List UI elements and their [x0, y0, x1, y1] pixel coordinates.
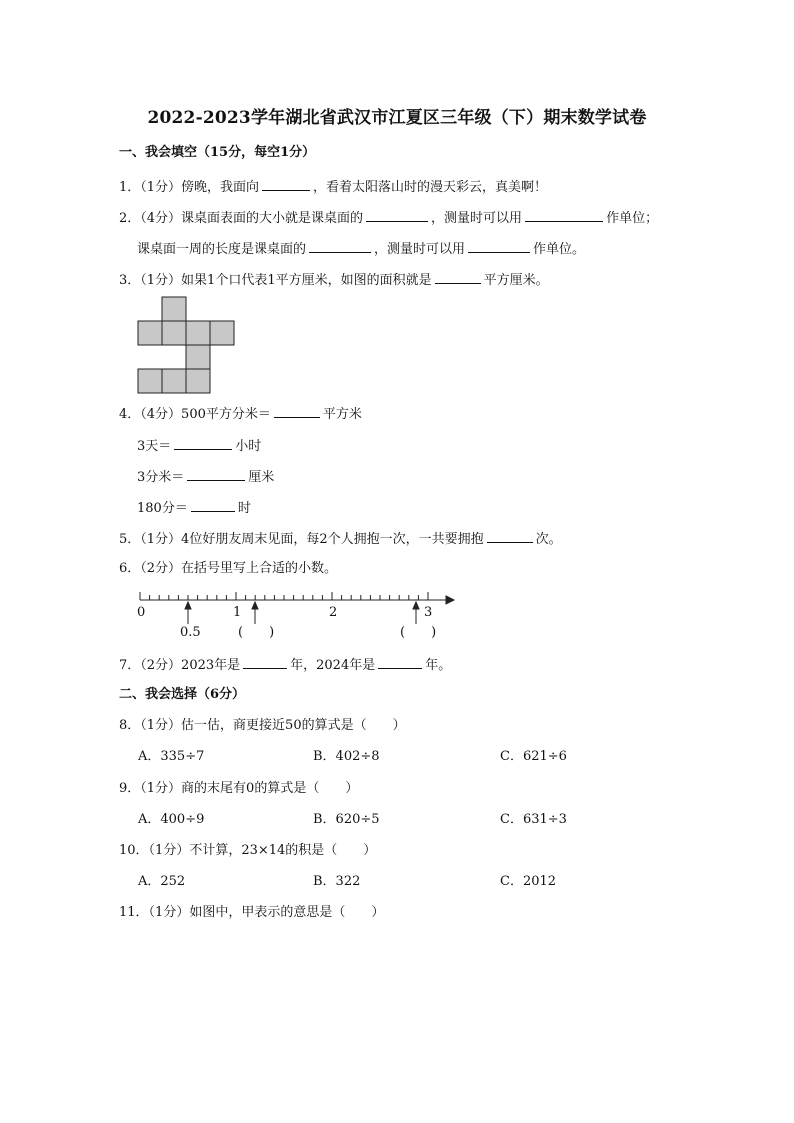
- arrow-answer-parentheses[interactable]: ( ): [238, 625, 275, 640]
- grid-square: [162, 321, 186, 345]
- question-4-text-c: 3天＝: [137, 439, 172, 454]
- section-choice-heading: 二、我会选择（6分）: [119, 687, 246, 702]
- number-line-label: 2: [329, 605, 338, 620]
- question-8: 8．（1分）估一估，商更接近50的算式是（ ）: [119, 718, 406, 733]
- question-2-text-a: 2．（4分）课桌面表面的大小就是课桌面的: [119, 211, 364, 226]
- question-7-text-c: 年。: [425, 658, 452, 673]
- question-10-option-c[interactable]: C．2012: [500, 874, 557, 889]
- grid-square: [210, 321, 234, 345]
- question-4-text-h: 时: [237, 501, 251, 516]
- question-3-text-b: 平方厘米。: [483, 273, 549, 288]
- number-line-arrowhead: [446, 596, 454, 604]
- answer-blank[interactable]: [191, 498, 235, 512]
- answer-blank[interactable]: [378, 655, 422, 669]
- question-7-text-a: 7．（2分）2023年是: [119, 658, 241, 673]
- answer-blank[interactable]: [487, 529, 533, 543]
- question-4-text-d: 小时: [235, 439, 262, 454]
- question-9: 9．（1分）商的末尾有0的算式是（ ）: [119, 781, 359, 796]
- value-arrow: [185, 602, 191, 624]
- question-2-text-d: 课桌面一周的长度是课桌面的: [137, 242, 307, 257]
- question-9-option-a[interactable]: A．400÷9: [138, 812, 205, 827]
- question-4-text-a: 4．（4分）500平方分米＝: [119, 407, 271, 422]
- question-4-text-f: 厘米: [248, 470, 275, 485]
- question-6: 6．（2分）在括号里写上合适的小数。: [119, 561, 338, 576]
- grid-square: [162, 369, 186, 393]
- answer-blank[interactable]: [309, 239, 371, 253]
- question-4-text-g: 180分＝: [137, 501, 188, 516]
- question-8-option-a[interactable]: A．335÷7: [138, 749, 205, 764]
- grid-square: [186, 321, 210, 345]
- question-10-option-a[interactable]: A．252: [138, 874, 186, 889]
- arrow-value-label: 0.5: [180, 625, 201, 640]
- answer-blank[interactable]: [262, 177, 310, 191]
- answer-blank[interactable]: [274, 404, 320, 418]
- question-7: [119, 655, 451, 675]
- question-4-item-2: [137, 436, 261, 456]
- question-10: 10．（1分）不计算，23×14的积是（ ）: [119, 843, 377, 858]
- question-11: 11．（1分）如图中，甲表示的意思是（ ）: [119, 905, 385, 920]
- grid-square: [186, 369, 210, 393]
- question-3: [119, 270, 549, 290]
- question-9-option-b[interactable]: B．620÷5: [313, 812, 380, 827]
- grid-square: [138, 369, 162, 393]
- answer-blank[interactable]: [435, 270, 481, 284]
- section-fill-in-heading: 一、我会填空（15分，每空1分）: [119, 145, 316, 160]
- question-4-text-e: 3分米＝: [137, 470, 185, 485]
- number-line-label: 0: [137, 605, 146, 620]
- number-line-label: 1: [233, 605, 242, 620]
- answer-blank[interactable]: [468, 239, 530, 253]
- answer-blank[interactable]: [243, 655, 287, 669]
- answer-blank[interactable]: [187, 467, 245, 481]
- number-line-label: 3: [424, 605, 433, 620]
- question-5-text-a: 5．（1分）4位好朋友周末见面，每2个人拥抱一次，一共要拥抱: [119, 532, 484, 547]
- question-9-option-c[interactable]: C．631÷3: [500, 812, 567, 827]
- number-line-ticks: [140, 592, 428, 600]
- answer-blank[interactable]: [525, 208, 603, 222]
- grid-square: [186, 345, 210, 369]
- question-4-text-b: 平方米: [322, 407, 362, 422]
- grid-square: [162, 297, 186, 321]
- arrow-answer-parentheses[interactable]: ( ): [400, 625, 437, 640]
- question-5: [119, 529, 562, 549]
- question-2-text-e: ，测量时可以用: [374, 242, 466, 257]
- answer-blank[interactable]: [174, 436, 232, 450]
- value-arrow: [413, 602, 419, 624]
- answer-blank[interactable]: [366, 208, 428, 222]
- question-4: [119, 404, 362, 424]
- grid-square: [138, 321, 162, 345]
- question-8-option-b[interactable]: B．402÷8: [313, 749, 380, 764]
- question-3-text-a: 3．（1分）如果1个口代表1平方厘米，如图的面积就是: [119, 273, 432, 288]
- square-grid-figure: [137, 296, 237, 394]
- question-1-text-b: ，看着太阳落山时的漫天彩云，真美啊！: [313, 180, 548, 195]
- question-2-text-f: 作单位。: [533, 242, 586, 257]
- question-1: [119, 177, 547, 197]
- question-4-item-3: [137, 467, 274, 487]
- question-4-item-4: [137, 498, 251, 518]
- question-1-text-a: 1．（1分）傍晚，我面向: [119, 180, 260, 195]
- question-2-line-2: [137, 239, 585, 259]
- value-arrow: [252, 602, 258, 624]
- question-5-text-b: 次。: [535, 532, 562, 547]
- question-8-option-c[interactable]: C．621÷6: [500, 749, 567, 764]
- question-10-option-b[interactable]: B．322: [313, 874, 361, 889]
- number-line: [130, 588, 460, 644]
- question-7-text-b: 年，2024年是: [290, 658, 376, 673]
- question-2-text-b: ，测量时可以用: [431, 211, 523, 226]
- question-2-text-c: 作单位；: [606, 211, 659, 226]
- question-2-line-1: [119, 208, 658, 228]
- exam-title: 2022-2023学年湖北省武汉市江夏区三年级（下）期末数学试卷: [147, 108, 647, 128]
